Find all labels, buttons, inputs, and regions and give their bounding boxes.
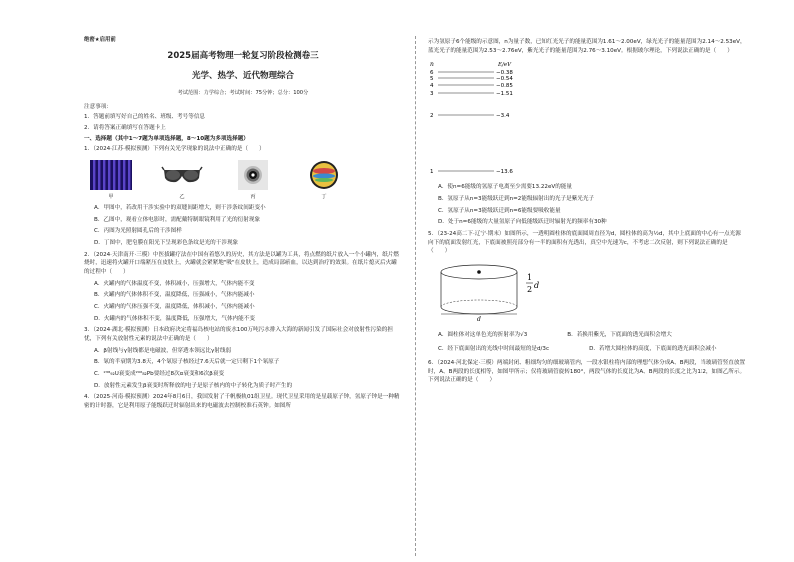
level-n: 5 [430,76,434,83]
column-divider [415,36,416,556]
q1-image-b [161,160,203,201]
q4-option-c: C．氢原子从n=3能级跃迁到n=6能级要吸收能量 [438,207,561,214]
q1-image-row [90,160,345,201]
q5-options-row-1 [428,328,746,343]
q1-image-label: 乙 [179,194,185,201]
q1-image-a [90,160,132,201]
level-e: −0.38 [496,70,513,77]
axis-n-label: n [430,61,434,69]
level-n: 1 [430,169,434,176]
height-label-variable: d [534,280,540,290]
level-e: −0.54 [496,76,513,83]
exam-title: 2025届高考物理一轮复习阶段检测卷三 [167,51,319,62]
q1-image-label: 甲 [108,194,114,201]
axis-e-label: E/eV [498,62,512,69]
interference-fringes-image [90,160,132,190]
q5-option-d: D．若增大圆柱体的高度，下底面的透光面积会减小 [589,346,717,353]
question-1-stem: 1．（2024·江苏·模拟预测）下列有关光学现象的说法中正确的是（ ） [84,146,265,153]
3d-glasses-image [161,160,203,190]
height-label-numerator: 1 [527,272,533,282]
secret-mark: 绝密★启用前 [84,37,116,43]
q2-option-c: C．火罐内的气体压强不变，温度降低，体积减小，气体内能减小 [94,304,255,311]
q1-image-c [232,160,274,201]
level-n: 4 [430,83,434,90]
q2-option-a: A．火罐内的气体温度不变，体积减小，压强增大，气体内能不变 [94,280,255,287]
level-n: 2 [430,113,434,120]
soap-film-image [303,160,345,190]
level-e: −3.4 [496,113,510,120]
level-n: 6 [430,70,434,77]
question-3-stem: 3．（2024·湖北·模拟预测）日本政府决定将福岛核电站的废水100万吨污水排入大海的新闻引发了国际社会对放射性污染的担忧，下列有关放射性元素的说法中正确的是（ ） [84,327,393,342]
question-5-stem: 5．（23-24高二下·辽宁·期末）如图所示，一透明圆柱体的底面圆周直径为d，圆柱体的高为½d，其中上底面的中心有一点光源向下的底面发射红光，下底面被照亮部分有一半的面积有光透出，真空中光速为c，不考虑二次反射，则下列说法正确的是（ ） [428,230,741,255]
q2-option-b: B．火罐内的气体体积不变，温度降低，压强减小，气体内能减小 [94,292,255,299]
question-6-stem: 6．（2024·河北保定·三模）两端封闭、粗细均匀的细玻璃管内，一段水银柱将内部的理想气体分成A、B两段，当玻璃管竖直放置时，A、B两段的长度相等，如图甲所示；仅将玻璃管旋转180°，两段气体的长度比为A、B两段的长度之比为1∶2，如图乙所示。下列说法正确的是（ ） [428,359,746,384]
q3-option-d: D．放射性元素发生β衰变时所释放的电子是原子核内的中子转化为质子时产生的 [94,382,293,389]
right-column [428,36,746,387]
energy-level-diagram [428,59,538,179]
q1-image-d [303,160,345,201]
question-2-stem: 2．（2024·天津南开·三模）中医拔罐疗法在中国有着悠久的历史，其方法是以罐为工具，将点燃的纸片放入一个小罐内，纸片燃烧时，迅速将火罐开口端紧压在皮肤上，火罐就会紧紧地"吸"在皮肤上，造成局部瘀血，以达到治疗的效果。在纸片熄灭后火罐的过程中（ ） [84,251,400,276]
q5-option-a: A．圆柱体对这单色光的折射率为√3 [438,331,528,338]
level-e: −13.6 [496,169,513,176]
q1-image-label: 丁 [321,194,327,201]
note-item: 2．请将答案正确填写在答题卡上 [84,125,166,132]
diameter-label: d [477,315,481,322]
light-source-point [477,270,481,274]
q1-option-a: A．甲图中，若改用干涉实验中的双缝间距增大，则干涉条纹间距变小 [94,205,266,212]
q1-option-d: D．丁图中，肥皂膜在阳光下呈现彩色条纹是光的干涉现象 [94,240,239,247]
cylinder-diagram [434,262,574,322]
section-heading: 一、选择题（其中1～7题为单项选择题，8～10题为多项选择题） [84,135,249,142]
level-e: −0.85 [496,83,513,90]
notes-heading: 注意事项： [84,103,112,110]
q4-option-a: A．使n=6能级的氢原子电离至少需要13.22eV的能量 [438,184,572,191]
cylinder-bottom-front [441,307,517,314]
left-column [84,36,402,413]
q1-option-b: B．乙图中，观看立体电影时，需配戴特制眼镜利用了光的衍射现象 [94,216,261,223]
level-n: 3 [430,91,434,98]
q5-options-row-2 [428,342,746,357]
question-4-continued: 示为氢原子6个能级的示意图，n为量子数，已知红光光子的能量范围为1.61～2.00eV，绿光光子的能量范围为2.14～2.53eV，蓝光光子的能量范围为2.53～2.76eV，紫光光子的能量范围为2.76～3.10eV。根据玻尔理论，下列说法正确的是（ ） [428,39,746,54]
energy-level-svg [428,59,538,179]
circular-aperture-pattern-image [232,160,274,190]
height-label-denominator: 2 [527,284,533,294]
q5-option-c: C．经下底面射出的光线中时间最短的是d/3c [438,346,550,353]
q1-image-label: 丙 [250,194,256,201]
level-e: −1.51 [496,91,513,98]
exam-info: 考试范围：力学综合；考试时间：75分钟；总分：100分 [177,89,309,96]
q1-option-c: C．丙图为光照射圆孔后的干涉图样 [94,228,182,235]
exam-subtitle: 光学、热学、近代物理综合 [191,70,294,81]
question-4-stem: 4．（2025·河南·模拟预测）2024年8月6日，我国发射了千帆极轨01组卫星。现代卫星采用的是星载原子钟，氢原子钟是一种精密的计时器，它是利用原子能级跃迁时辐射出来的电磁波去控制校准石英钟。如图所 [84,394,400,409]
q2-option-d: D．火罐内的气体体积不变，温度降低，压强增大，气体内能不变 [94,315,255,322]
q5-option-b: B．若换用紫光，下底面的透光面积会增大 [567,331,672,338]
q3-option-a: A．β射线与γ射线都是电磁波，但穿透本领远比γ射线弱 [94,347,232,354]
q3-option-b: B．氡的半衰期为3.8天，4个氡原子核经过7.6天后就一定只剩下1个氡原子 [94,359,280,366]
note-item: 1．答题前填写好自己的姓名、班级、考号等信息 [84,114,206,121]
q4-option-d: D．处于n=6能级的大量氢原子向低能级跃迁时辐射光的频率有30种 [438,219,607,226]
q3-option-c: C．²³⁸₉₂U衰变成²⁰⁶₈₂Pb要经过8次α衰变和6次β衰变 [94,370,225,377]
q4-option-b: B．氢原子从n=3能级跃迁到n=2能级辐射出的光子是紫光光子 [438,195,595,202]
cylinder-bottom-back [441,300,517,307]
